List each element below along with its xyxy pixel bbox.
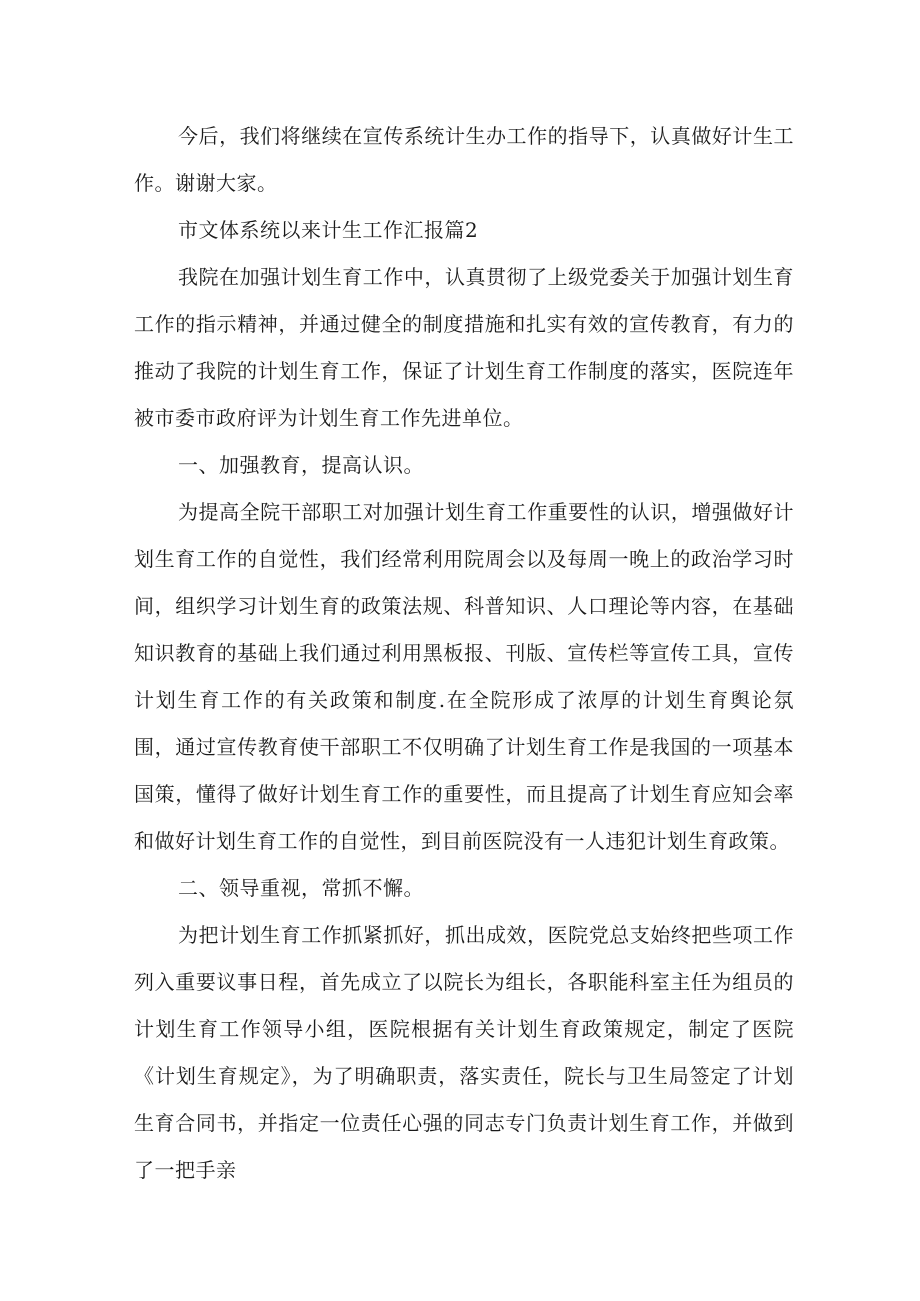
closing-paragraph: 今后，我们将继续在宣传系统计生办工作的指导下，认真做好计生工作。谢谢大家。 <box>134 124 794 195</box>
subheading-leadership: 二、领导重视，常抓不懈。 <box>178 876 424 900</box>
section-title: 市文体系统以来计生工作汇报篇2 <box>178 218 479 242</box>
document-body <box>134 113 794 1194</box>
leadership-paragraph: 为把计划生育工作抓紧抓好，抓出成效，医院党总支始终把些项工作列入重要议事日程，首先成立了以院长为组长，各职能科室主任为组员的计划生育工作领导小组，医院根据有关计划生育政策规定，制定了医院《计划生育规定》，为了明确职责，落实责任，院长与卫生局签定了计划生育合同书，并指定一位责任心强的同志专门负责计划生育工作，并做到了一把手亲 <box>134 923 794 1182</box>
intro-paragraph: 我院在加强计划生育工作中，认真贯彻了上级党委关于加强计划生育工作的指示精神，并通过健全的制度措施和扎实有效的宣传教育，有力的推动了我院的计划生育工作，保证了计划生育工作制度的落实，医院连年被市委市政府评为计划生育工作先进单位。 <box>134 265 794 430</box>
subheading-education: 一、加强教育，提高认识。 <box>178 453 424 477</box>
education-paragraph: 为提高全院干部职工对加强计划生育工作重要性的认识，增强做好计划生育工作的自觉性，我们经常利用院周会以及每周一晚上的政治学习时间，组织学习计划生育的政策法规、科普知识、人口理论等内容，在基础知识教育的基础上我们通过利用黑板报、刊版、宣传栏等宣传工具，宣传计划生育工作的有关政策和制度.在全院形成了浓厚的计划生育舆论氛围，通过宣传教育使干部职工不仅明确了计划生育工作是我国的一项基本国策，懂得了做好计划生育工作的重要性，而且提高了计划生育应知会率和做好计划生育工作的自觉性，到目前医院没有一人违犯计划生育政策。 <box>134 500 794 853</box>
